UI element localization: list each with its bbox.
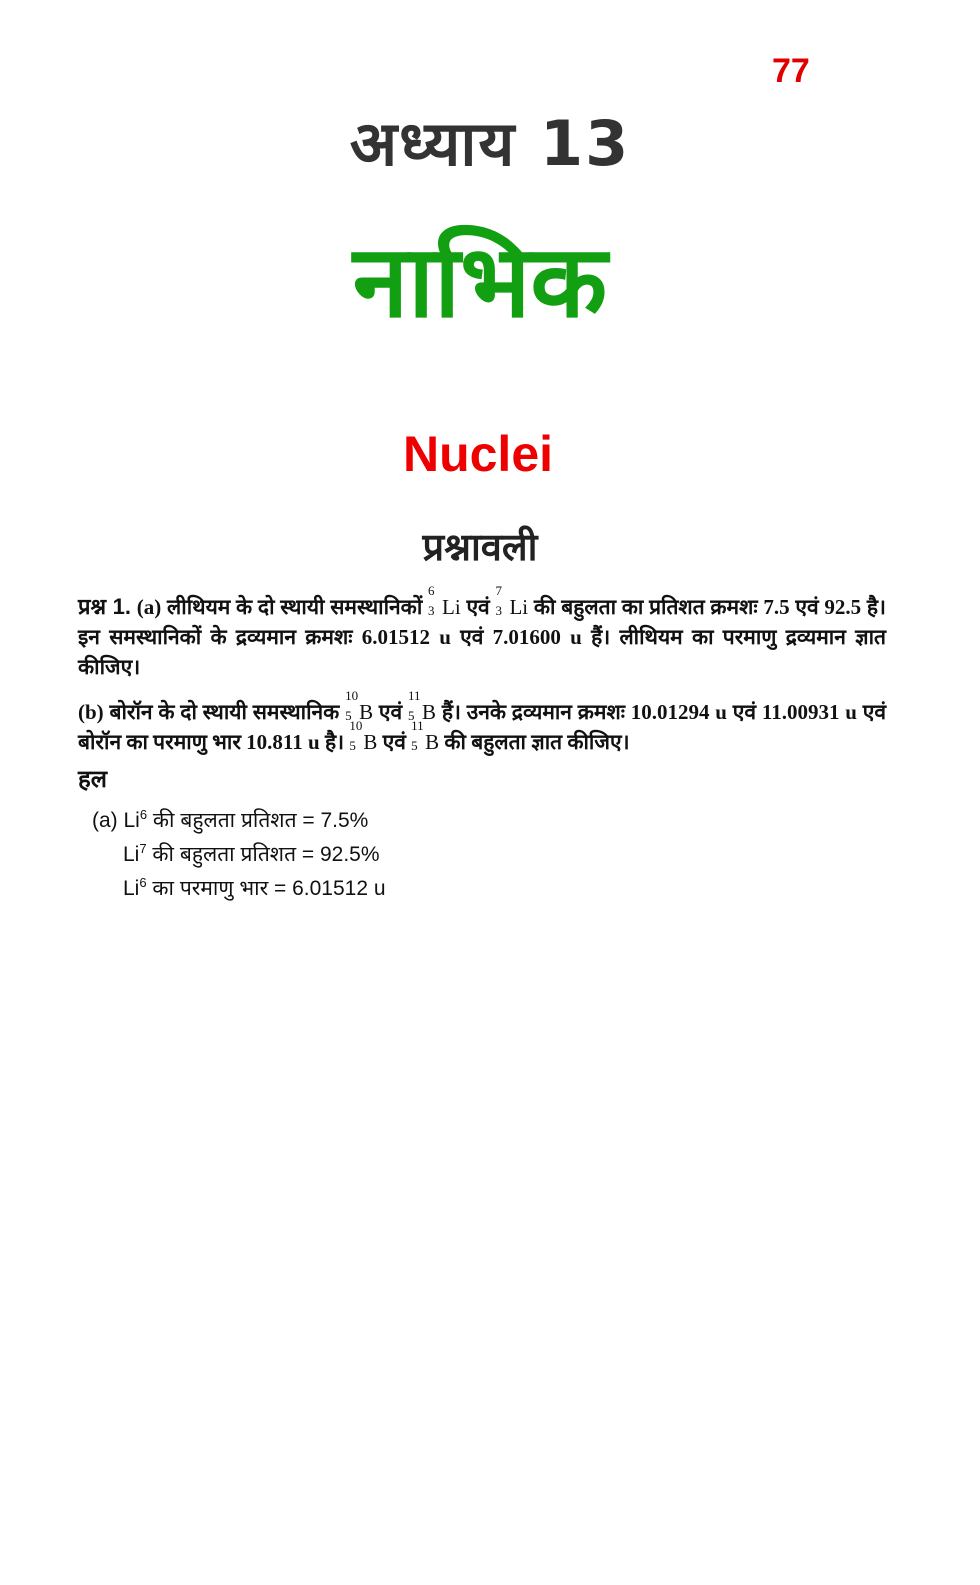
chapter-heading: अध्याय 13 bbox=[349, 107, 631, 180]
element-symbol: B bbox=[422, 700, 437, 724]
element-symbol: B bbox=[363, 730, 378, 754]
atomic-number: 5 bbox=[408, 708, 415, 723]
solution-text: का परमाणु भार = 6.01512 u bbox=[146, 877, 386, 900]
atomic-number: 5 bbox=[411, 738, 418, 753]
isotope-li6 bbox=[428, 583, 461, 622]
atomic-number: 5 bbox=[345, 708, 352, 723]
mass-number: 10 bbox=[345, 688, 359, 703]
isotope-b11 bbox=[411, 718, 440, 757]
solution-superscript: 6 bbox=[139, 807, 148, 822]
solution-text: की बहुलता प्रतिशत = 7.5% bbox=[147, 809, 369, 832]
question-label: प्रश्न 1. bbox=[78, 594, 132, 619]
chapter-title-hindi: नाभिक bbox=[352, 223, 608, 340]
mass-number: 6 bbox=[428, 583, 435, 598]
mass-number: 7 bbox=[495, 583, 502, 598]
question-1b bbox=[78, 688, 887, 757]
part-label: (a) bbox=[136, 595, 162, 619]
question-text: लीथियम के दो स्थायी समस्थानिकों bbox=[167, 595, 423, 619]
solution-superscript: 6 bbox=[139, 875, 147, 890]
chapter-title-english: Nuclei bbox=[402, 426, 554, 482]
element-symbol: B bbox=[425, 730, 440, 754]
page-number: 77 bbox=[772, 52, 810, 90]
atomic-number: 5 bbox=[349, 738, 356, 753]
isotope-b10 bbox=[349, 718, 378, 757]
element-symbol: B bbox=[359, 700, 374, 724]
isotope-li7 bbox=[495, 583, 529, 622]
solution-line bbox=[123, 874, 386, 902]
mass-number: 10 bbox=[349, 718, 363, 733]
question-text: बोरॉन के दो स्थायी समस्थानिक bbox=[109, 700, 340, 724]
solution-line bbox=[92, 806, 368, 834]
solution-prefix: Li bbox=[123, 843, 140, 866]
solution-prefix: (a) Li bbox=[92, 809, 140, 832]
question-text: एवं bbox=[382, 730, 406, 754]
solution-text: की बहुलता प्रतिशत = 92.5% bbox=[146, 843, 380, 866]
solution-line bbox=[123, 840, 380, 868]
atomic-number: 3 bbox=[495, 603, 502, 618]
solution-prefix: Li bbox=[123, 877, 140, 900]
atomic-number: 3 bbox=[428, 603, 435, 618]
question-text: हैं। उनके द्रव्यमान क्रमशः 10.01294 u एवं 11.00931 u एवं बोरॉन का परमाणु भार 10.811 u है। bbox=[78, 700, 887, 754]
element-symbol: Li bbox=[509, 595, 529, 619]
question-text: की बहुलता ज्ञात कीजिए। bbox=[444, 730, 630, 754]
solution-superscript: 7 bbox=[139, 841, 147, 856]
element-symbol: Li bbox=[442, 595, 461, 619]
part-label: (b) bbox=[78, 700, 104, 724]
solution-heading: हल bbox=[78, 765, 108, 793]
question-text: एवं bbox=[466, 595, 490, 619]
section-heading: प्रश्नावली bbox=[422, 525, 538, 569]
question-1a bbox=[78, 583, 887, 682]
mass-number: 11 bbox=[411, 718, 424, 733]
question-text: की बहुलता का प्रतिशत क्रमशः 7.5 एवं 92.5 है। इन समस्थानिकों के द्रव्यमान क्रमशः 6.01512 u एवं 7.01600 u हैं। लीथियम का परमाणु द्रव्यमान ज्ञात कीजिए। bbox=[78, 595, 887, 679]
mass-number: 11 bbox=[408, 688, 421, 703]
question-text: एवं bbox=[378, 700, 403, 724]
